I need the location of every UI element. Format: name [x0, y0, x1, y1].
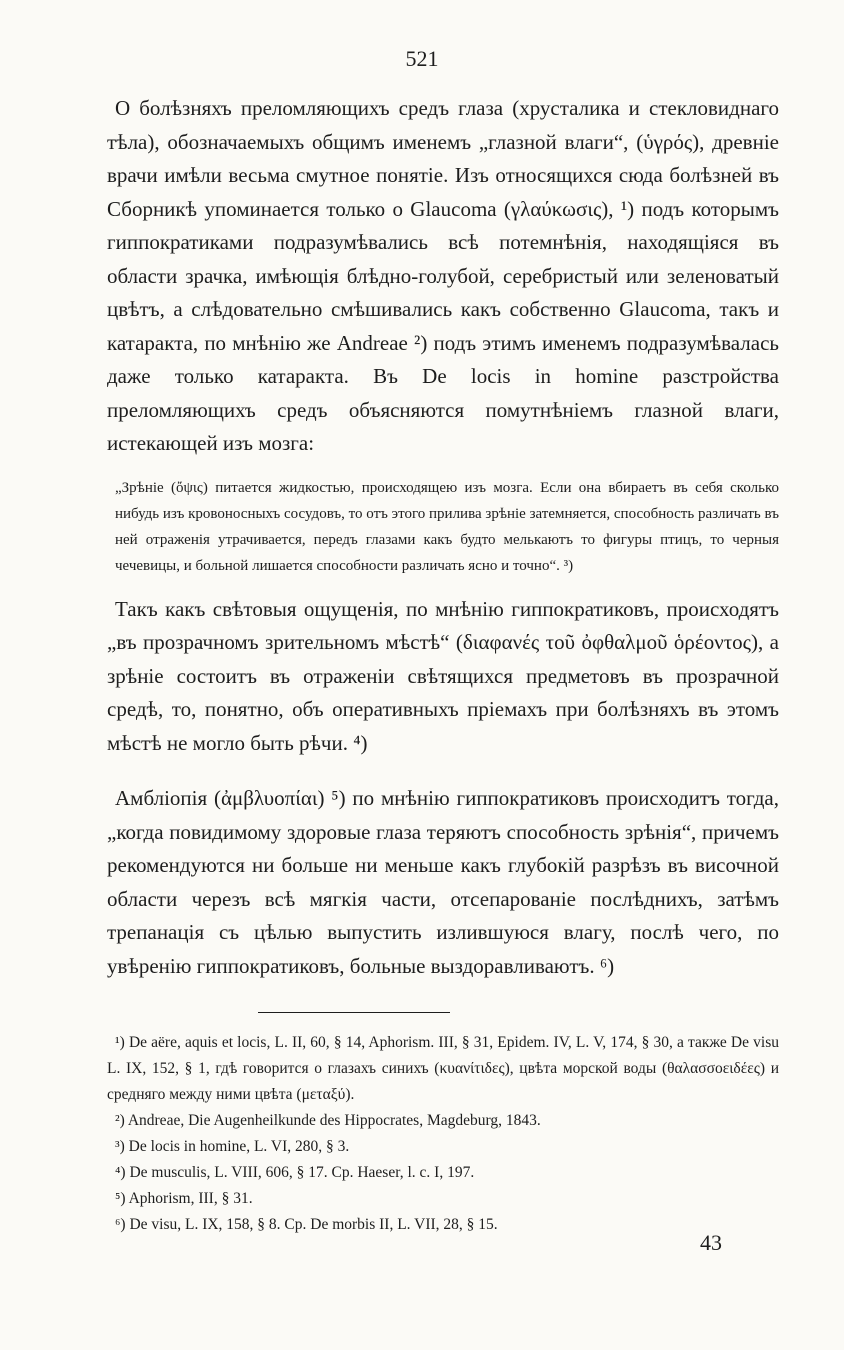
footnote-3: ³) De locis in homine, L. VI, 280, § 3. — [115, 1138, 350, 1155]
body-text — [107, 92, 779, 983]
footnote-4: ⁴) De musculis, L. VIII, 606, § 17. Cp. Haeser, l. c. I, 197. — [115, 1164, 475, 1181]
footnote-1: ¹) De aëre, aquis et locis, L. II, 60, § 14, Aphorism. III, § 31, Epidem. IV, L. V, 174, § 30, а также De visu L. IX, 152, § 1, гдѣ говорится о глазахъ синихъ (κυανίτιδες), цвѣта морской воды (θαλασσοειδέες) и средняго между ними цвѣта (μεταξύ). — [107, 1034, 779, 1103]
page-number: 521 — [405, 46, 439, 71]
signature-mark: 43 — [700, 1230, 722, 1255]
quote-block: „Зрѣніе (ὄψις) питается жидкостью, происходящею изъ мозга. Если она вбираетъ въ себя сколько нибудь изъ кровоносныхъ сосудовъ, то отъ этого прилива зрѣніе затемняется, способность различать въ ней отраженія утрачивается, передъ глазами какъ будто мелькаютъ то фигуры птицъ, то черныя чечевицы, и больной лишается способности различать ясно и точно“. ³) — [115, 479, 779, 574]
paragraph-2: Такъ какъ свѣтовыя ощущенія, по мнѣнію гиппократиковъ, происходятъ „въ прозрачномъ зрительномъ мѣстѣ“ (διαφανές τοῦ ὀφθαλμοῦ ὁρέοντος), а зрѣніе состоитъ въ отраженіи свѣтящихся предметовъ въ прозрачной средѣ, то, понятно, объ оперативныхъ пріемахъ при болѣзняхъ въ этомъ мѣстѣ не могло быть рѣчи. ⁴) — [107, 596, 779, 755]
paragraph-3: Амбліопія (ἀμβλυοπίαι) ⁵) по мнѣнію гиппократиковъ происходитъ тогда, „когда повидимому здоровые глаза теряютъ способность зрѣнія“, причемъ рекомендуются ни больше ни меньше какъ глубокій разрѣзъ въ височной области черезъ всѣ мягкія части, отсепарованіе послѣднихъ, затѣмъ трепанація съ цѣлью выпустить излившуюся влагу, послѣ чего, по увѣренію гиппократиковъ, больные выздоравливаютъ. ⁶) — [107, 786, 779, 978]
footnote-divider — [258, 1012, 450, 1013]
footnote-6: ⁶) De visu, L. IX, 158, § 8. Cp. De morbis II, L. VII, 28, § 15. — [115, 1216, 498, 1233]
paragraph-1: О болѣзняхъ преломляющихъ средъ глаза (хрусталика и стекловиднаго тѣла), обозначаемыхъ общимъ именемъ „глазной влаги“, (ὑγρός), древніе врачи имѣли весьма смутное понятіе. Изъ относящихся сюда болѣзней въ Сборникѣ упоминается только о Glaucoma (γλαύκωσις), ¹) подъ которымъ гиппократиками подразумѣвались всѣ потемнѣнія, находящіяся въ области зрачка, имѣющія блѣдно-голубой, серебристый или зеленоватый цвѣтъ, а слѣдовательно смѣшивались какъ собственно Glaucoma, такъ и катаракта, по мнѣнію же Andreae ²) подъ этимъ именемъ подразумѣвалась даже только катаракта. Въ De locis in homine разстройства преломляющихъ средъ объясняются помутнѣніемъ глазной влаги, истекающей изъ мозга: — [107, 96, 779, 455]
footnotes — [107, 1030, 779, 1238]
footnote-2: ²) Andreae, Die Augenheilkunde des Hippocrates, Magdeburg, 1843. — [115, 1112, 541, 1129]
footnote-5: ⁵) Aphorism, III, § 31. — [115, 1190, 253, 1207]
